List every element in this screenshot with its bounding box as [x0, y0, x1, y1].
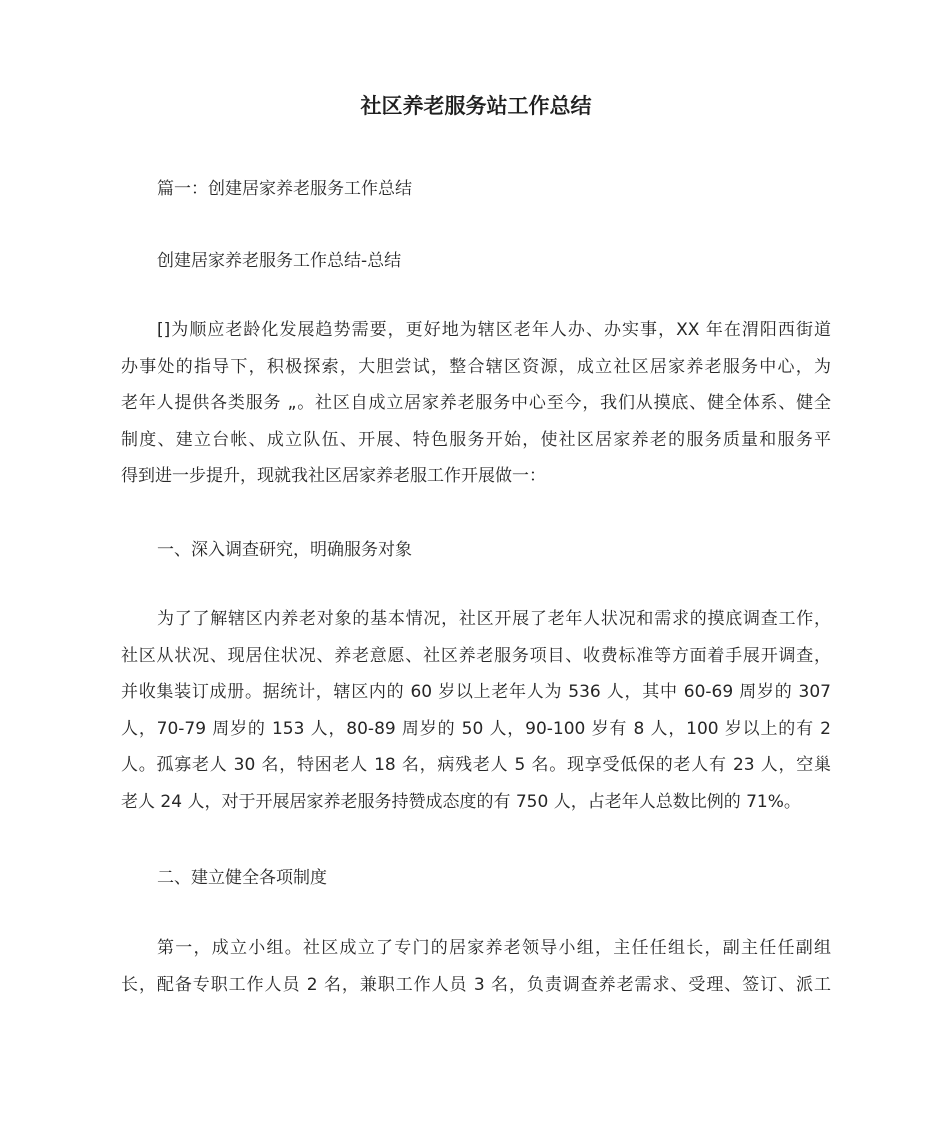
paragraph-line: 人。孤寡老人 30 名，特困老人 18 名，病残老人 5 名。现享受低保的老人有 23 人，空巢 — [121, 755, 831, 775]
paragraph-line: 老人 24 人，对于开展居家养老服务持赞成态度的有 750 人，占老年人总数比例的 71%。 — [121, 791, 801, 812]
part1-heading: 篇一：创建居家养老服务工作总结 — [157, 179, 412, 199]
section2-paragraph — [121, 930, 831, 1003]
paragraph-line: 长，配备专职工作人员 2 名，兼职工作人员 3 名，负责调查养老需求、受理、签订、派工 — [121, 974, 831, 995]
paragraph-line: 为了了解辖区内养老对象的基本情况，社区开展了老年人状况和需求的摸底调查工作， — [157, 609, 831, 629]
document-title: 社区养老服务站工作总结 — [360, 94, 592, 118]
paragraph-line: 办事处的指导下，积极探索，大胆尝试，整合辖区资源，成立社区居家养老服务中心，为 — [121, 356, 831, 377]
part1-subtitle: 创建居家养老服务工作总结-总结 — [157, 251, 402, 271]
paragraph-line: 人，70-79 周岁的 153 人，80-89 周岁的 50 人，90-100 岁有 8 人，100 岁以上的有 2 — [121, 718, 831, 739]
section2-heading: 二、建立健全各项制度 — [157, 868, 327, 888]
section1-heading: 一、深入调查研究，明确服务对象 — [157, 540, 412, 560]
paragraph-line: []为顺应老龄化发展趋势需要，更好地为辖区老年人办、办实事，XX 年在渭阳西街道 — [157, 320, 831, 340]
paragraph-line: 并收集装订成册。据统计，辖区内的 60 岁以上老年人为 536 人，其中 60-69 周岁的 307 — [121, 682, 831, 702]
paragraph-line: 社区从状况、现居住状况、养老意愿、社区养老服务项目、收费标准等方面着手展开调查， — [121, 645, 831, 666]
paragraph-line: 第一，成立小组。社区成立了专门的居家养老领导小组，主任任组长，副主任任副组 — [157, 938, 831, 958]
paragraph-line: 老年人提供各类服务 „。社区自成立居家养老服务中心至今，我们从摸底、健全体系、健全 — [121, 393, 831, 413]
section1-paragraph — [121, 601, 831, 820]
paragraph-line: 制度、建立台帐、成立队伍、开展、特色服务开始，使社区居家养老的服务质量和服务平 — [121, 429, 831, 450]
paragraph-line: 得到进一步提升，现就我社区居家养老服工作开展做一： — [121, 466, 546, 486]
intro-paragraph — [121, 312, 831, 495]
